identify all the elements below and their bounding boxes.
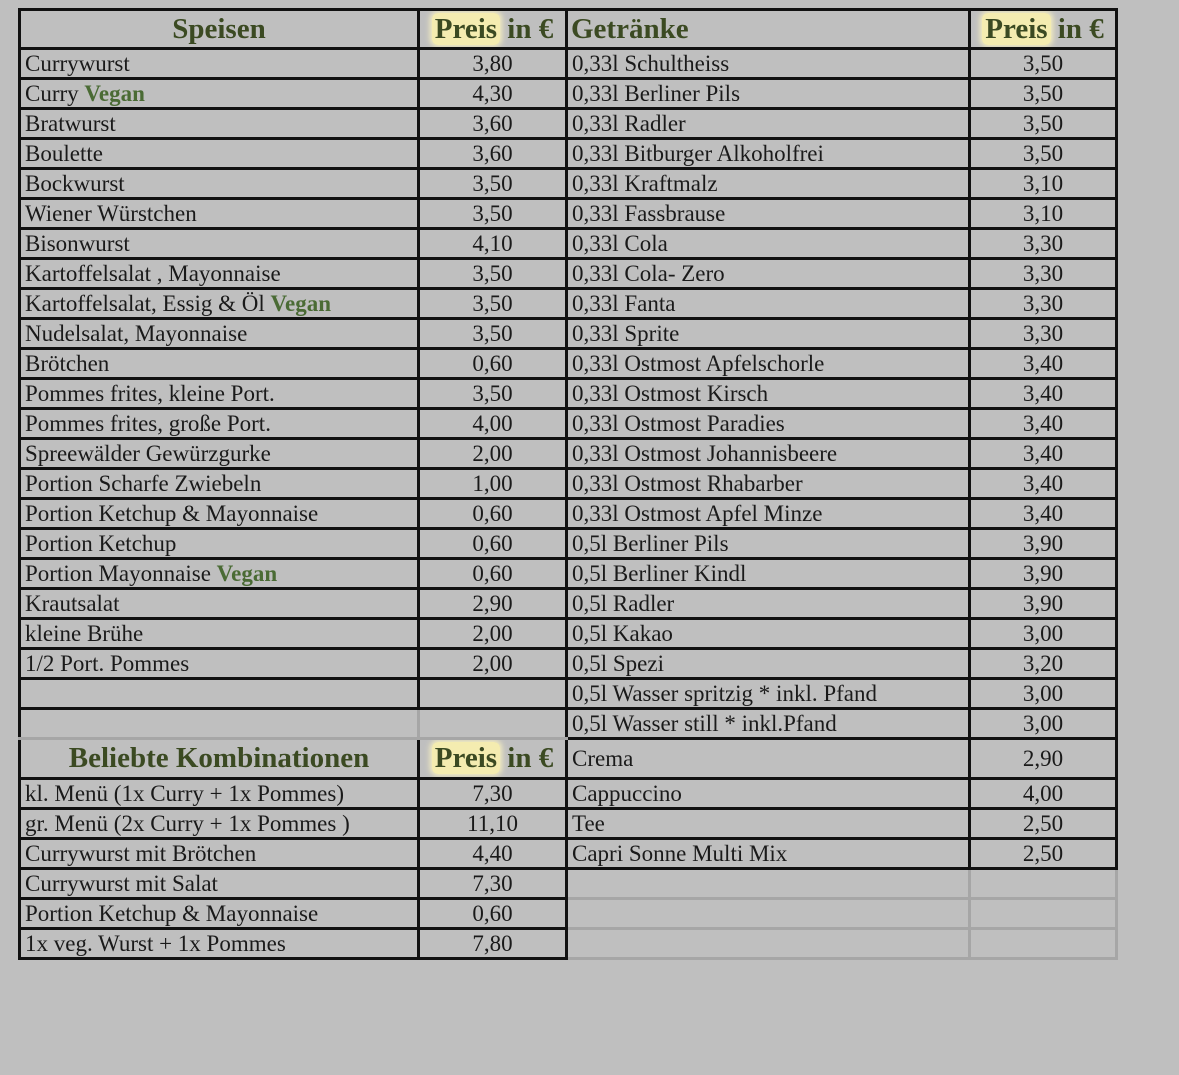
getraenke-item: 0,33l Radler <box>567 109 970 139</box>
speisen-item <box>20 439 419 469</box>
speisen-price: 3,50 <box>419 169 567 199</box>
table-row <box>20 469 1117 499</box>
kombinationen-price-heading <box>419 739 567 779</box>
speisen-item <box>20 79 419 109</box>
speisen-item <box>20 139 419 169</box>
getraenke-price: 4,00 <box>970 779 1117 809</box>
empty-cell <box>567 899 970 929</box>
speisen-price: 4,00 <box>419 409 567 439</box>
getraenke-item: 0,5l Wasser still * inkl.Pfand <box>567 709 970 739</box>
speisen-price: 0,60 <box>419 529 567 559</box>
table-row <box>20 899 1117 929</box>
speisen-price: 3,50 <box>419 319 567 349</box>
table-row <box>20 169 1117 199</box>
preis-highlight: Preis <box>432 13 500 45</box>
table-row <box>20 439 1117 469</box>
item-name: gr. Menü (2x Curry + 1x Pommes ) <box>25 811 350 836</box>
speisen-item <box>20 409 419 439</box>
getraenke-item: 0,5l Kakao <box>567 619 970 649</box>
getraenke-item: 0,33l Fanta <box>567 289 970 319</box>
getraenke-price: 3,40 <box>970 409 1117 439</box>
vegan-tag: Vegan <box>84 81 145 106</box>
getraenke-item: 0,33l Ostmost Apfel Minze <box>567 499 970 529</box>
table-row <box>20 619 1117 649</box>
item-name: kleine Brühe <box>25 621 144 646</box>
item-name: Kartoffelsalat, Essig & Öl <box>25 291 271 316</box>
speisen-item <box>20 259 419 289</box>
getraenke-price: 3,50 <box>970 79 1117 109</box>
table-row <box>20 679 1117 709</box>
getraenke-item: 0,33l Sprite <box>567 319 970 349</box>
getraenke-price: 3,40 <box>970 499 1117 529</box>
getraenke-item: 0,33l Ostmost Paradies <box>567 409 970 439</box>
table-row <box>20 409 1117 439</box>
table-row <box>20 229 1117 259</box>
speisen-item <box>20 199 419 229</box>
preis-highlight: Preis <box>432 742 500 774</box>
table-row <box>20 559 1117 589</box>
table-row <box>20 49 1117 79</box>
item-name: Bockwurst <box>25 171 125 196</box>
item-name: Curry <box>25 81 85 106</box>
getraenke-item: Tee <box>567 809 970 839</box>
speisen-price: 0,60 <box>419 559 567 589</box>
getraenke-price: 3,20 <box>970 649 1117 679</box>
speisen-item <box>20 229 419 259</box>
item-name: Wiener Würstchen <box>25 201 197 226</box>
item-name: Spreewälder Gewürzgurke <box>25 441 271 466</box>
kombination-item <box>20 809 419 839</box>
speisen-item <box>20 109 419 139</box>
table-row <box>20 499 1117 529</box>
table-row <box>20 199 1117 229</box>
getraenke-price: 3,00 <box>970 709 1117 739</box>
preis-suffix: in € <box>1050 12 1104 45</box>
speisen-price: 3,50 <box>419 379 567 409</box>
empty-cell <box>970 869 1117 899</box>
getraenke-price: 3,40 <box>970 439 1117 469</box>
getraenke-item: Capri Sonne Multi Mix <box>567 839 970 869</box>
getraenke-price: 3,00 <box>970 679 1117 709</box>
getraenke-price: 3,10 <box>970 169 1117 199</box>
kombination-price: 4,40 <box>419 839 567 869</box>
speisen-price: 0,60 <box>419 349 567 379</box>
speisen-price: 3,60 <box>419 139 567 169</box>
table-row <box>20 589 1117 619</box>
getraenke-item: 0,5l Berliner Pils <box>567 529 970 559</box>
empty-cell <box>970 929 1117 959</box>
vegan-tag: Vegan <box>270 291 331 316</box>
speisen-price: 2,00 <box>419 649 567 679</box>
item-name: Portion Ketchup <box>25 531 177 556</box>
kombination-price: 7,30 <box>419 779 567 809</box>
getraenke-price: 2,50 <box>970 839 1117 869</box>
table-row <box>20 869 1117 899</box>
speisen-price-heading <box>419 10 567 49</box>
speisen-price: 3,50 <box>419 259 567 289</box>
item-name: Boulette <box>25 141 103 166</box>
speisen-item <box>20 349 419 379</box>
getraenke-price: 3,90 <box>970 529 1117 559</box>
table-row <box>20 259 1117 289</box>
kombination-item <box>20 839 419 869</box>
speisen-item <box>20 589 419 619</box>
table-row <box>20 319 1117 349</box>
item-name: 1/2 Port. Pommes <box>25 651 190 676</box>
item-name: Portion Mayonnaise <box>25 561 217 586</box>
speisen-price: 3,50 <box>419 199 567 229</box>
empty-cell <box>20 709 419 739</box>
speisen-item <box>20 169 419 199</box>
kombination-price: 7,80 <box>419 929 567 959</box>
table-row <box>20 709 1117 739</box>
table-row <box>20 109 1117 139</box>
item-name: Nudelsalat, Mayonnaise <box>25 321 248 346</box>
getraenke-price: 2,90 <box>970 739 1117 779</box>
table-row <box>20 779 1117 809</box>
getraenke-price: 3,40 <box>970 349 1117 379</box>
getraenke-price: 3,30 <box>970 229 1117 259</box>
getraenke-item: 0,5l Wasser spritzig * inkl. Pfand <box>567 679 970 709</box>
table-row <box>20 929 1117 959</box>
empty-cell <box>419 709 567 739</box>
item-name: Brötchen <box>25 351 110 376</box>
getraenke-price-heading <box>970 10 1117 49</box>
speisen-price: 0,60 <box>419 499 567 529</box>
item-name: kl. Menü (1x Curry + 1x Pommes) <box>25 781 344 806</box>
getraenke-price: 3,40 <box>970 379 1117 409</box>
table-row <box>20 839 1117 869</box>
item-name: Pommes frites, kleine Port. <box>25 381 275 406</box>
header-row <box>20 10 1117 49</box>
getraenke-price: 3,90 <box>970 559 1117 589</box>
getraenke-item: Crema <box>567 739 970 779</box>
getraenke-item: 0,33l Cola <box>567 229 970 259</box>
speisen-item <box>20 319 419 349</box>
getraenke-price: 3,40 <box>970 469 1117 499</box>
speisen-price: 2,00 <box>419 439 567 469</box>
speisen-item <box>20 379 419 409</box>
getraenke-price: 3,30 <box>970 259 1117 289</box>
getraenke-item: 0,33l Cola- Zero <box>567 259 970 289</box>
price-list-table <box>18 8 1118 960</box>
getraenke-item: 0,33l Ostmost Johannisbeere <box>567 439 970 469</box>
item-name: 1x veg. Wurst + 1x Pommes <box>25 931 286 956</box>
table-row <box>20 529 1117 559</box>
preis-suffix: in € <box>500 742 554 774</box>
item-name: Bratwurst <box>25 111 116 136</box>
kombination-price: 7,30 <box>419 869 567 899</box>
table-row <box>20 139 1117 169</box>
item-name: Portion Ketchup & Mayonnaise <box>25 501 319 526</box>
speisen-item <box>20 619 419 649</box>
speisen-price: 3,60 <box>419 109 567 139</box>
item-name: Currywurst mit Brötchen <box>25 841 257 866</box>
getraenke-price: 2,50 <box>970 809 1117 839</box>
kombination-item <box>20 869 419 899</box>
getraenke-price: 3,90 <box>970 589 1117 619</box>
item-name: Kartoffelsalat , Mayonnaise <box>25 261 281 286</box>
getraenke-price: 3,50 <box>970 49 1117 79</box>
table-row <box>20 289 1117 319</box>
kombination-price: 0,60 <box>419 899 567 929</box>
speisen-price: 4,30 <box>419 79 567 109</box>
preis-suffix: in € <box>500 12 554 45</box>
kombinationen-heading: Beliebte Kombinationen <box>20 739 419 779</box>
speisen-price: 4,10 <box>419 229 567 259</box>
getraenke-item: 0,5l Spezi <box>567 649 970 679</box>
getraenke-item: 0,33l Berliner Pils <box>567 79 970 109</box>
kombination-item <box>20 929 419 959</box>
item-name: Portion Ketchup & Mayonnaise <box>25 901 319 926</box>
speisen-heading: Speisen <box>20 10 419 49</box>
empty-cell <box>20 679 419 709</box>
getraenke-item: 0,33l Schultheiss <box>567 49 970 79</box>
speisen-item <box>20 559 419 589</box>
empty-cell <box>567 869 970 899</box>
empty-cell <box>567 929 970 959</box>
speisen-price: 2,90 <box>419 589 567 619</box>
getraenke-price: 3,50 <box>970 139 1117 169</box>
speisen-item <box>20 529 419 559</box>
speisen-price: 3,80 <box>419 49 567 79</box>
getraenke-price: 3,50 <box>970 109 1117 139</box>
table-row <box>20 79 1117 109</box>
speisen-item <box>20 469 419 499</box>
vegan-tag: Vegan <box>216 561 278 586</box>
speisen-price: 3,50 <box>419 289 567 319</box>
getraenke-price: 3,30 <box>970 319 1117 349</box>
table-row <box>20 379 1117 409</box>
speisen-item <box>20 289 419 319</box>
empty-cell <box>419 679 567 709</box>
kombination-item <box>20 899 419 929</box>
item-name: Portion Scharfe Zwiebeln <box>25 471 262 496</box>
getraenke-item: 0,33l Kraftmalz <box>567 169 970 199</box>
preis-highlight: Preis <box>982 13 1050 45</box>
getraenke-item: 0,33l Ostmost Apfelschorle <box>567 349 970 379</box>
getraenke-price: 3,00 <box>970 619 1117 649</box>
getraenke-price: 3,30 <box>970 289 1117 319</box>
kombination-item <box>20 779 419 809</box>
getraenke-item: 0,33l Bitburger Alkoholfrei <box>567 139 970 169</box>
item-name: Currywurst mit Salat <box>25 871 218 896</box>
table-row <box>20 809 1117 839</box>
item-name: Currywurst <box>25 51 130 76</box>
getraenke-item: 0,33l Ostmost Rhabarber <box>567 469 970 499</box>
speisen-item <box>20 649 419 679</box>
speisen-item <box>20 49 419 79</box>
speisen-price: 1,00 <box>419 469 567 499</box>
kombination-price: 11,10 <box>419 809 567 839</box>
getraenke-item: 0,5l Radler <box>567 589 970 619</box>
price-list-body <box>20 10 1117 959</box>
speisen-price: 2,00 <box>419 619 567 649</box>
getraenke-item: Cappuccino <box>567 779 970 809</box>
getraenke-heading: Getränke <box>567 10 970 49</box>
getraenke-price: 3,10 <box>970 199 1117 229</box>
item-name: Bisonwurst <box>25 231 130 256</box>
table-row <box>20 739 1117 779</box>
empty-cell <box>970 899 1117 929</box>
item-name: Pommes frites, große Port. <box>25 411 271 436</box>
getraenke-item: 0,33l Fassbrause <box>567 199 970 229</box>
getraenke-item: 0,5l Berliner Kindl <box>567 559 970 589</box>
speisen-item <box>20 499 419 529</box>
item-name: Krautsalat <box>25 591 120 616</box>
getraenke-item: 0,33l Ostmost Kirsch <box>567 379 970 409</box>
table-row <box>20 349 1117 379</box>
table-row <box>20 649 1117 679</box>
